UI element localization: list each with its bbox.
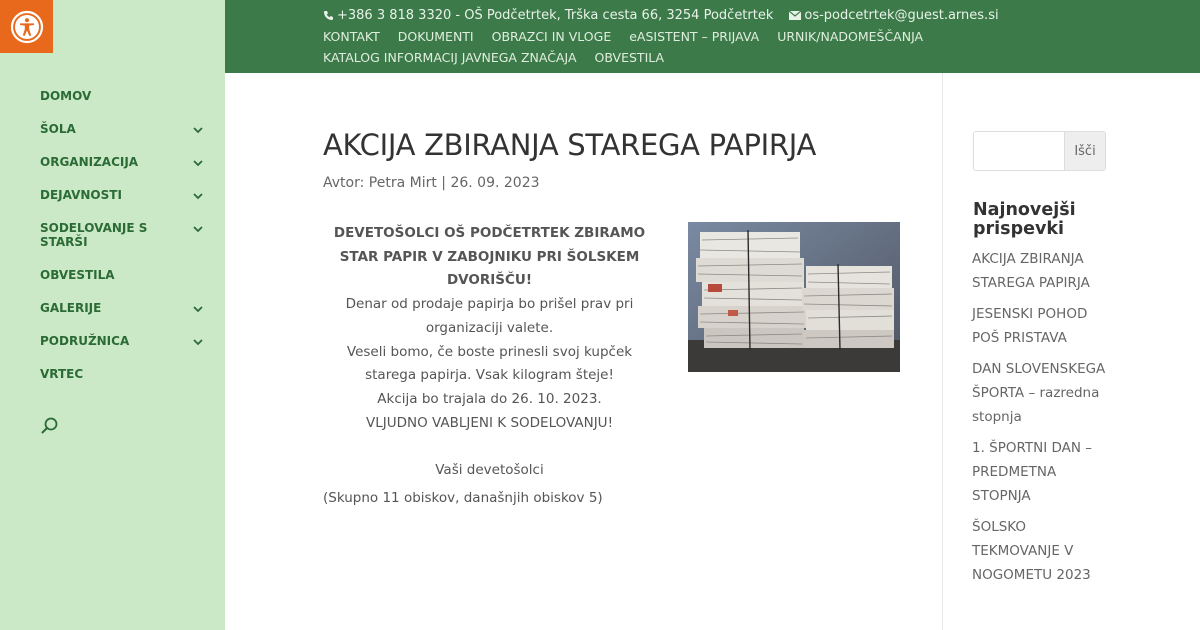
top-menu-row-1 [323,29,941,44]
recent-post-link[interactable]: ŠOLSKO TEKMOVANJE V NOGOMETU 2023 [972,519,1091,583]
top-menu-katalog[interactable]: KATALOG INFORMACIJ JAVNEGA ZNAČAJA [323,50,577,65]
list-item [972,247,1112,295]
meta-prefix: Avtor: [323,175,365,191]
phone-icon [323,10,334,21]
recent-posts-list [972,247,1112,594]
post-lead: DEVETOŠOLCI OŠ PODČETRTEK ZBIRAMO STAR PAPIR V ZABOJNIKU PRI ŠOLSKEM DVORIŠČU! [333,225,646,289]
sidebar-item-label: OBVESTILA [40,268,115,282]
sidebar-item-label: GALERIJE [40,301,102,315]
sidebar-item-label: ŠOLA [40,122,76,136]
sidebar-item-label: DEJAVNOSTI [40,188,122,202]
sidebar-item-podruznica[interactable] [40,329,210,362]
list-item [972,515,1112,587]
recent-post-link[interactable]: JESENSKI POHOD POŠ PRISTAVA [972,306,1088,346]
accessibility-button[interactable] [0,0,53,53]
post-paragraph: Veseli bomo, če boste prinesli svoj kupček starega papirja. Vsak kilogram šteje! [346,343,633,384]
sidebar-nav [40,84,210,395]
chevron-down-icon[interactable] [192,303,204,315]
recent-post-link[interactable]: 1. ŠPORTNI DAN – PREDMETNA STOPNJA [972,440,1093,504]
chevron-down-icon[interactable] [192,223,204,235]
sidebar [0,0,225,630]
recent-posts-title: Najnovejši prispevki [973,200,1076,239]
widget-search-form [973,131,1106,171]
sidebar-item-obvestila[interactable] [40,263,210,296]
top-menu-urnik[interactable]: URNIK/NADOMEŠČANJA [777,29,924,44]
top-menu-obrazci[interactable]: OBRAZCI IN VLOGE [491,29,612,44]
contact-phone-text: +386 3 818 3320 - OŠ Podčetrtek, Trška cesta 66, 3254 Podčetrtek [337,8,774,23]
chevron-down-icon[interactable] [192,190,204,202]
spacer [323,435,656,459]
sidebar-item-sola[interactable] [40,117,210,150]
top-menu-dokumenti[interactable]: DOKUMENTI [397,29,474,44]
author-link[interactable]: Petra Mirt [368,175,437,191]
list-item [972,436,1112,508]
sidebar-item-sodelovanje[interactable] [40,216,210,263]
top-header [225,0,1200,73]
search-icon [40,416,60,436]
contact-info [323,8,999,23]
recent-post-link[interactable]: AKCIJA ZBIRANJA STAREGA PAPIRJA [972,251,1090,291]
post-body [323,222,656,483]
search-input[interactable] [974,132,1064,170]
top-menu-obvestila[interactable]: OBVESTILA [594,50,665,65]
chevron-down-icon[interactable] [192,124,204,136]
recent-post-link[interactable]: DAN SLOVENSKEGA ŠPORTA – razredna stopnja [972,361,1106,425]
top-menu-kontakt[interactable]: KONTAKT [323,29,380,44]
chevron-down-icon[interactable] [192,336,204,348]
meta-separator: | [441,175,446,191]
list-item [972,302,1112,350]
search-button[interactable]: Išči [1064,132,1105,170]
sidebar-search-button[interactable] [40,416,60,436]
contact-email-text: os-podcetrtek@guest.arnes.si [804,8,999,23]
sidebar-item-domov[interactable] [40,84,210,117]
top-menu-row-2 [323,50,682,65]
top-menu-easistent[interactable]: eASISTENT – PRIJAVA [629,29,760,44]
sidebar-item-galerije[interactable] [40,296,210,329]
list-item [972,357,1112,429]
sidebar-item-dejavnosti[interactable] [40,183,210,216]
post-paragraph: Akcija bo trajala do 26. 10. 2023. [377,390,602,407]
mail-icon [789,11,801,20]
post-meta [323,175,540,191]
visit-counter: (Skupno 11 obiskov, današnjih obiskov 5) [323,490,603,506]
chevron-down-icon[interactable] [192,157,204,169]
newspaper-stack-image[interactable] [688,222,900,372]
post-paragraph: VLJUDNO VABLJENI K SODELOVANJU! [366,414,613,431]
post-paragraph: Denar od prodaje papirja bo prišel prav pri organizaciji valete. [345,296,634,336]
sidebar-item-label: VRTEC [40,367,84,381]
accessibility-icon [10,10,44,44]
sidebar-item-label: PODRUŽNICA [40,334,130,348]
sidebar-item-label: ORGANIZACIJA [40,155,139,169]
contact-email-link[interactable] [789,8,998,23]
sidebar-item-vrtec[interactable] [40,362,210,395]
sidebar-item-organizacija[interactable] [40,150,210,183]
post-signature: Vaši devetošolci [435,462,544,479]
sidebar-item-label: DOMOV [40,89,92,103]
post-title: AKCIJA ZBIRANJA STAREGA PAPIRJA [323,128,817,162]
sidebar-item-label: SODELOVANJE S STARŠI [40,221,148,249]
post-date: 26. 09. 2023 [450,175,540,191]
content-divider [942,73,943,630]
